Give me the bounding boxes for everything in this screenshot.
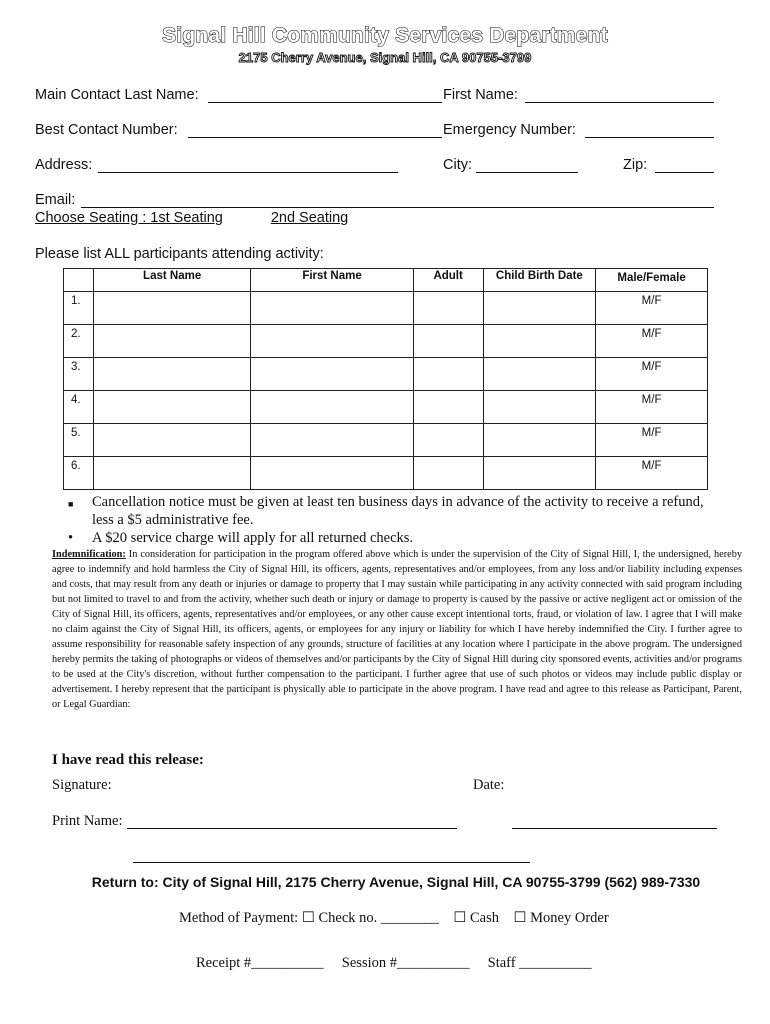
indemnification-paragraph <box>52 547 742 712</box>
first-name-cell[interactable] <box>251 391 413 424</box>
list-item <box>68 493 718 529</box>
policy-bullets <box>68 493 718 547</box>
session-field[interactable]: Session #__________ <box>341 955 470 971</box>
adult-cell[interactable] <box>413 358 483 391</box>
row-number: 5. <box>64 424 94 457</box>
gender-cell[interactable]: M/F <box>596 358 708 391</box>
email-field[interactable] <box>81 207 714 208</box>
gender-cell[interactable]: M/F <box>596 292 708 325</box>
table-row <box>64 391 708 424</box>
seating-first-option[interactable]: Choose Seating : 1st Seating <box>35 210 223 226</box>
first-name-field[interactable] <box>525 102 714 103</box>
receipt-field[interactable]: Receipt #__________ <box>196 955 324 971</box>
zip-label: Zip: <box>623 157 648 173</box>
indemnification-text: In consideration for participation in the program offered above which is under the supervision of the City of Signal Hill, I, the undersigned, hereby agree to indemnify and hold harmless the City of Signal Hill, its officers, agents, representatives and/or employees, from any loss and/or liability including expenses and costs, that may result from any death or injuries or damage to property that I may sustain while participating in any activity connected with said program including but not limited to travel to and from the activity, whether such death or injury or damage to property is caused by the passive or active negligent act or omission of the City of Signal Hill, its officers, agents, representatives and/or employees, or any other cause except intentional torts, fraud, or violation of law. I agree that I will make no claim against the City of Signal Hill, its officers, agents, or employees for any injury or liability for which I have hereby indemnified the City. I further agree to assume responsibility for reasonable safety inspection of any grounds, structure of facilities at any location where I participate in the above program. The undersigned hereby permits the taking of photographs or videos of themselves and/or participants by the City of Signal Hill during city sponsored events, activities and/or programs to be used at the City's discretion, without further compensation to the participant. I further agree that use of such photos or videos may include public display or advertisement. I hereby represent that the participant is physically able to participate in the above program. I have read and agree to this release as Participant, Parent, or Legal Guardian: <box>52 549 742 710</box>
city-label: City: <box>443 157 472 173</box>
birth-date-cell[interactable] <box>483 358 596 391</box>
participants-table <box>63 268 708 490</box>
best-contact-field[interactable] <box>188 137 442 138</box>
adult-cell[interactable] <box>413 424 483 457</box>
last-name-field[interactable] <box>208 102 442 103</box>
best-contact-label: Best Contact Number: <box>35 122 178 138</box>
gender-cell[interactable]: M/F <box>596 325 708 358</box>
indemnification-heading: Indemnification: <box>52 549 126 560</box>
first-name-cell[interactable] <box>251 292 413 325</box>
check-checkbox[interactable]: ☐ <box>301 910 315 926</box>
bullet-icon: • <box>68 530 74 546</box>
header-adult: Adult <box>413 269 483 292</box>
table-row <box>64 292 708 325</box>
office-use-row <box>196 955 592 972</box>
last-name-cell[interactable] <box>93 457 250 490</box>
row-number: 6. <box>64 457 94 490</box>
birth-date-cell[interactable] <box>483 325 596 358</box>
header-child-birth-date: Child Birth Date <box>483 269 596 292</box>
table-row <box>64 325 708 358</box>
check-label: Check no. ________ <box>318 910 439 926</box>
address-label: Address: <box>35 157 93 173</box>
last-name-cell[interactable] <box>93 358 250 391</box>
row-number: 1. <box>64 292 94 325</box>
print-name-label: Print Name: <box>52 813 123 829</box>
signature-label: Signature: <box>52 777 112 793</box>
last-name-cell[interactable] <box>93 391 250 424</box>
last-name-cell[interactable] <box>93 292 250 325</box>
participants-label: Please list ALL participants attending activity: <box>35 246 324 262</box>
cancellation-policy: Cancellation notice must be given at least ten business days in advance of the activity to receive a refund, less a $5 administrative fee. <box>92 494 704 528</box>
signature-field[interactable] <box>133 862 530 863</box>
birth-date-cell[interactable] <box>483 391 596 424</box>
table-header-row <box>64 269 708 292</box>
adult-cell[interactable] <box>413 457 483 490</box>
birth-date-cell[interactable] <box>483 424 596 457</box>
bullet-icon: ■ <box>68 499 74 509</box>
row-number: 4. <box>64 391 94 424</box>
email-label: Email: <box>35 192 76 208</box>
table-row <box>64 424 708 457</box>
city-field[interactable] <box>476 172 578 173</box>
date-label: Date: <box>473 777 505 793</box>
birth-date-cell[interactable] <box>483 292 596 325</box>
row-number: 3. <box>64 358 94 391</box>
gender-cell[interactable]: M/F <box>596 424 708 457</box>
staff-field[interactable]: Staff __________ <box>487 955 592 971</box>
print-name-field[interactable] <box>127 828 457 829</box>
last-name-cell[interactable] <box>93 325 250 358</box>
birth-date-cell[interactable] <box>483 457 596 490</box>
release-heading: I have read this release: <box>52 752 204 768</box>
cash-checkbox[interactable]: ☐ <box>453 910 467 926</box>
row-number: 2. <box>64 325 94 358</box>
gender-cell[interactable]: M/F <box>596 457 708 490</box>
seating-second-option[interactable]: 2nd Seating <box>270 210 349 226</box>
header-first-name: First Name <box>251 269 413 292</box>
emergency-number-label: Emergency Number: <box>443 122 576 138</box>
last-name-cell[interactable] <box>93 424 250 457</box>
first-name-cell[interactable] <box>251 424 413 457</box>
service-charge-policy: A $20 service charge will apply for all returned checks. <box>92 530 414 546</box>
first-name-cell[interactable] <box>251 358 413 391</box>
department-address: 2175 Cherry Avenue, Signal Hill, CA 90755-3799 <box>238 50 532 65</box>
address-field[interactable] <box>98 172 398 173</box>
list-item <box>68 529 718 547</box>
adult-cell[interactable] <box>413 391 483 424</box>
adult-cell[interactable] <box>413 292 483 325</box>
date-field[interactable] <box>512 828 717 829</box>
emergency-number-field[interactable] <box>585 137 714 138</box>
page-title: Signal Hill Community Services Department <box>162 24 608 47</box>
first-name-cell[interactable] <box>251 457 413 490</box>
header-male-female: Male/Female <box>596 269 708 292</box>
zip-field[interactable] <box>655 172 714 173</box>
return-address: Return to: City of Signal Hill, 2175 Cherry Avenue, Signal Hill, CA 90755-3799 (562) 989-7330 <box>91 874 701 890</box>
cash-label: Cash <box>470 910 500 926</box>
table-row <box>64 358 708 391</box>
first-name-label: First Name: <box>443 87 518 103</box>
seating-options <box>35 210 348 226</box>
first-name-cell[interactable] <box>251 325 413 358</box>
header-last-name: Last Name <box>93 269 250 292</box>
last-name-label: Main Contact Last Name: <box>35 87 199 103</box>
table-row <box>64 457 708 490</box>
payment-method-row <box>179 910 609 927</box>
money-order-checkbox[interactable]: ☐ <box>513 910 527 926</box>
adult-cell[interactable] <box>413 325 483 358</box>
money-order-label: Money Order <box>530 910 609 926</box>
payment-label: Method of Payment: <box>179 910 299 926</box>
header-spacer <box>64 269 94 292</box>
gender-cell[interactable]: M/F <box>596 391 708 424</box>
